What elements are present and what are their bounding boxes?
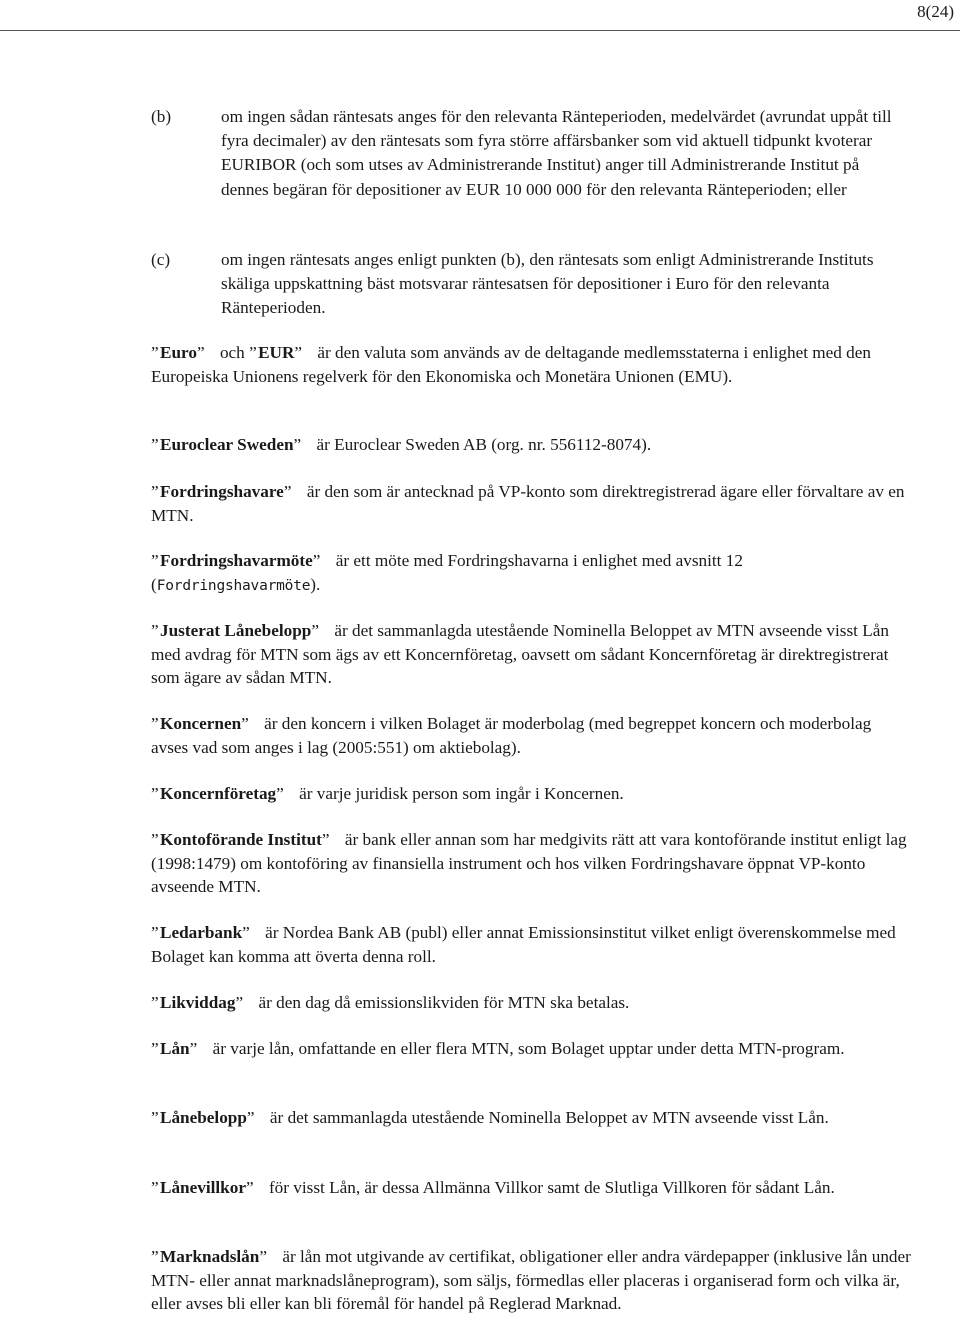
definition-term: Kontoförande Institut xyxy=(160,830,322,849)
definition-text: är det sammanlagda utestående Nominella Beloppet av MTN avseende visst Lån. xyxy=(269,1108,829,1127)
definition-text: är den dag då emissionslikviden för MTN ska betalas. xyxy=(258,993,630,1012)
definition-connector: och xyxy=(219,343,245,362)
definition-term: Ledarbank xyxy=(160,923,243,942)
definition-text: är Euroclear Sweden AB (org. nr. 556112-8074). xyxy=(316,435,652,454)
definition-term: Lån xyxy=(160,1039,190,1058)
definition-term: Koncernen xyxy=(160,714,242,733)
definition-text: för visst Lån, är dessa Allmänna Villkor samt de Slutliga Villkoren för sådant Lån. xyxy=(268,1178,835,1197)
definition-text: är det sammanlagda utestående Nominella Beloppet av MTN avseende visst Lån med avdrag för MTN som ägs av ett Koncernföretag, oavsett om sådant Koncernföretag är direktregistrerat som ägare av sådan MTN. xyxy=(151,621,889,687)
section-reference: Fordringshavarmöte xyxy=(156,577,311,594)
definition-fordringshavarmote: ”Fordringshavarmöte” är ett möte med Fordringshavarna i enlighet med avsnitt 12 (Fordringshavarmöte). xyxy=(151,551,743,594)
definition-text: är Nordea Bank AB (publ) eller annat Emissionsinstitut vilket enligt överenskommelse med Bolaget kan komma att överta denna roll. xyxy=(151,923,896,966)
sub-item-text: om ingen räntesats anges enligt punkten (b), den räntesats som enligt Administrerande Instituts skäliga uppskattning bäst motsvarar räntesatsen för depositioner i Euro för den relevanta Ränteperioden. xyxy=(221,250,874,318)
definition-ledarbank: ”Ledarbank” är Nordea Bank AB (publ) eller annat Emissionsinstitut vilket enligt överenskommelse med Bolaget kan komma att överta denna roll. xyxy=(151,923,896,966)
sub-item-c xyxy=(151,248,911,321)
definition-text: är varje lån, omfattande en eller flera MTN, som Bolaget upptar under detta MTN-program. xyxy=(212,1039,845,1058)
definition-term: Justerat Lånebelopp xyxy=(160,621,312,640)
definition-term: Marknadslån xyxy=(160,1247,260,1266)
definition-term: Euroclear Sweden xyxy=(160,435,294,454)
definition-euro: ”Euro” och ”EUR” är den valuta som används av de deltagande medlemsstaterna i enlighet med den Europeiska Unionens regelverk för den Ekonomiska och Monetära Unionen (EMU). xyxy=(151,343,871,386)
header-divider xyxy=(0,30,960,31)
definition-term: Koncernföretag xyxy=(160,784,277,803)
sub-item-marker: (b) xyxy=(151,107,172,126)
definition-marknadslan: ”Marknadslån” är lån mot utgivande av certifikat, obligationer eller andra värdepapper (inklusive lån under MTN- eller annat marknadslåneprogram), som säljs, förmedlas eller placeras i organiserad form och vilka är, eller avses bli eller kan bli föremål för handel på Reglerad Marknad. xyxy=(151,1247,911,1313)
sub-item-text: om ingen sådan räntesats anges för den relevanta Ränteperioden, medelvärdet (avrundat uppåt till fyra decimaler) av den räntesats som fyra större affärsbanker som vid aktuell tidpunkt kvoterar EURIBOR (och som utses av Administrerande Institut) anger till Administrerande Institut på dennes begäran för depositioner av EUR 10 000 000 för den relevanta Ränteperioden; eller xyxy=(221,107,892,199)
definition-text: är lån mot utgivande av certifikat, obligationer eller andra värdepapper (inklusive lån under MTN- eller annat marknadslåneprogram), som säljs, förmedlas eller placeras i organiserad form och vilka är, eller avses bli eller kan bli föremål för handel på Reglerad Marknad. xyxy=(151,1247,911,1313)
definition-term: Lånevillkor xyxy=(160,1178,246,1197)
definition-justerat-lanebelopp: ”Justerat Lånebelopp” är det sammanlagda utestående Nominella Beloppet av MTN avseende visst Lån med avdrag för MTN som ägs av ett Koncernföretag, oavsett om sådant Koncernföretag är direktregistrerat som ägare av sådan MTN. xyxy=(151,621,889,687)
definition-fordringshavare: ”Fordringshavare” är den som är antecknad på VP-konto som direktregistrerad ägare eller förvaltare av en MTN. xyxy=(151,482,905,525)
definition-text: är varje juridisk person som ingår i Koncernen. xyxy=(299,784,624,803)
definition-likviddag: ”Likviddag” är den dag då emissionslikviden för MTN ska betalas. xyxy=(151,993,630,1012)
definition-text: är ett möte med Fordringshavarna i enlighet med avsnitt 12 xyxy=(335,551,743,570)
definition-term: EUR xyxy=(258,343,295,362)
definition-term: Lånebelopp xyxy=(160,1108,247,1127)
definition-lanebelopp: ”Lånebelopp” är det sammanlagda utestående Nominella Beloppet av MTN avseende visst Lån. xyxy=(151,1108,829,1127)
definition-text: är den valuta som används av de deltagande medlemsstaterna i enlighet med den Europeiska Unionens regelverk för den Ekonomiska och Monetära Unionen (EMU). xyxy=(151,343,871,386)
definition-term: Euro xyxy=(160,343,197,362)
definition-lanevillkor: ”Lånevillkor” för visst Lån, är dessa Allmänna Villkor samt de Slutliga Villkoren för sådant Lån. xyxy=(151,1178,835,1197)
sub-item-b xyxy=(151,105,911,202)
definition-text: är den koncern i vilken Bolaget är moderbolag (med begreppet koncern och moderbolag avses vad som anges i lag (2005:551) om aktiebolag). xyxy=(151,714,872,757)
definition-text: är bank eller annan som har medgivits rätt att vara kontoförande institut enligt lag (1998:1479) om kontoföring av finansiella instrument och hos vilken Fordringshavare öppnat VP-konto avseende MTN. xyxy=(151,830,907,896)
definition-lan: ”Lån” är varje lån, omfattande en eller flera MTN, som Bolaget upptar under detta MTN-program. xyxy=(151,1039,845,1058)
definition-term: Fordringshavare xyxy=(160,482,284,501)
sub-item-marker: (c) xyxy=(151,250,171,269)
definition-koncernen: ”Koncernen” är den koncern i vilken Bolaget är moderbolag (med begreppet koncern och moderbolag avses vad som anges i lag (2005:551) om aktiebolag). xyxy=(151,714,872,757)
definition-term: Likviddag xyxy=(160,993,236,1012)
definition-koncernforetag: ”Koncernföretag” är varje juridisk person som ingår i Koncernen. xyxy=(151,784,624,803)
definition-term: Fordringshavarmöte xyxy=(160,551,313,570)
definition-kontoforande-institut: ”Kontoförande Institut” är bank eller annan som har medgivits rätt att vara kontoförande institut enligt lag (1998:1479) om kontoföring av finansiella instrument och hos vilken Fordringshavare öppnat VP-konto avseende MTN. xyxy=(151,830,907,896)
definition-euroclear: ”Euroclear Sweden” är Euroclear Sweden AB (org. nr. 556112-8074). xyxy=(151,435,652,454)
page-number: 8(24) xyxy=(917,2,954,21)
definition-text: är den som är antecknad på VP-konto som direktregistrerad ägare eller förvaltare av en MTN. xyxy=(151,482,905,525)
